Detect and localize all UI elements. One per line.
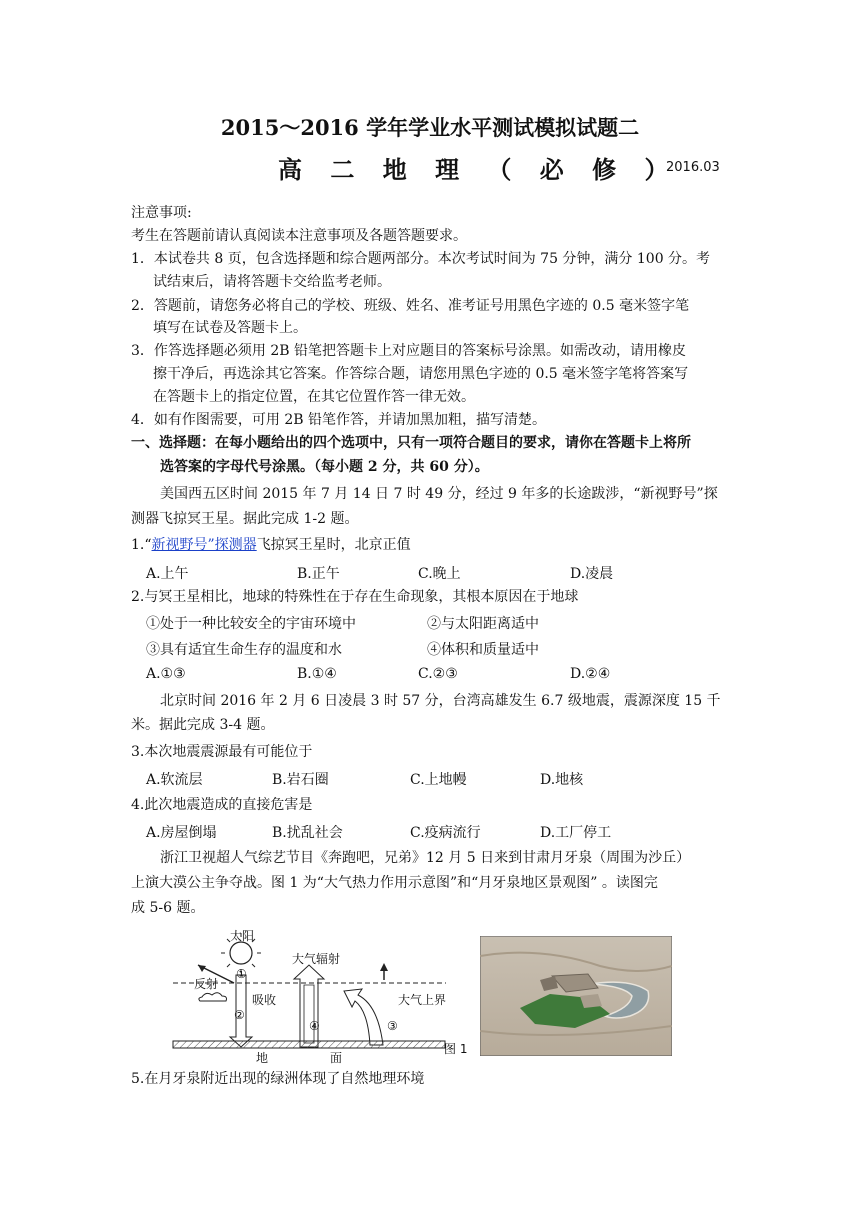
passage2-line2: 米。据此完成 3-4 题。 xyxy=(131,717,275,733)
ground-label-left: 地 xyxy=(256,1051,269,1065)
q1-prefix: 1.“ xyxy=(131,537,152,553)
q1-option-c: C.晚上 xyxy=(418,566,461,582)
q2-statement-3: ③具有适宜生命生存的温度和水 xyxy=(146,642,342,658)
passage3-line1: 浙江卫视超人气综艺节目《奔跑吧，兄弟》12 月 5 日来到甘肃月牙泉（周围为沙丘） xyxy=(160,850,691,866)
q1-option-a: A.上午 xyxy=(146,566,189,582)
q1-option-d: D.凌晨 xyxy=(570,566,614,582)
notice-item-1-line2: 试结束后，请将答题卡交给监考老师。 xyxy=(153,274,391,290)
cloud-icon xyxy=(199,993,227,1001)
atmosphere-heating-diagram xyxy=(168,925,468,1065)
q3-option-b: B.岩石圈 xyxy=(272,772,329,788)
reflect-label: 反射 xyxy=(194,977,219,991)
notice-item-3-line2: 擦干净后，再选涂其它答案。作答综合题，请您用黑色字迹的 0.5 毫米签字笔将答案写 xyxy=(153,366,689,382)
notice-heading: 注意事项: xyxy=(131,205,192,221)
marker-2: ② xyxy=(234,1008,245,1022)
figure-caption: 图 1 xyxy=(444,1042,468,1056)
absorb-label: 吸收 xyxy=(252,993,277,1007)
q2-statement-4: ④体积和质量适中 xyxy=(427,642,539,658)
q2-option-a: A.①③ xyxy=(146,666,186,682)
passage3-line3: 成 5-6 题。 xyxy=(131,900,205,916)
atm-top-label: 大气上界 xyxy=(398,993,447,1007)
question-5-stem: 5.在月牙泉附近出现的绿洲体现了自然地理环境 xyxy=(131,1071,425,1087)
q4-option-a: A.房屋倒塌 xyxy=(146,825,217,841)
q1-probe-link[interactable]: 新视野号”探测器 xyxy=(151,537,257,553)
q3-option-c: C.上地幔 xyxy=(410,772,467,788)
subject-title: 高 二 地 理 （ 必 修 ） xyxy=(278,155,679,184)
question-4-stem: 4.此次地震造成的直接危害是 xyxy=(131,797,313,813)
passage1-line2: 测器飞掠冥王星。据此完成 1-2 题。 xyxy=(131,511,359,527)
notice-item-3-line1: 3．作答选择题必须用 2B 铅笔把答题卡上对应题目的答案标号涂黑。如需改动，请用橡皮 xyxy=(131,343,687,359)
ground-surface xyxy=(173,1041,445,1048)
sun-label: 太阳 xyxy=(230,929,255,943)
notice-item-1-line1: 1．本试卷共 8 页，包含选择题和综合题两部分。本次考试时间为 75 分钟，满分 100 分。考 xyxy=(131,251,711,267)
ground-label-right: 面 xyxy=(330,1051,343,1065)
counter-radiation-arrow xyxy=(344,989,383,1045)
marker-1: ① xyxy=(236,967,247,981)
section1-heading-line2: 选答案的字母代号涂黑。（每小题 2 分，共 60 分）。 xyxy=(160,459,489,475)
section1-heading-line1: 一、选择题：在每小题给出的四个选项中，只有一项符合题目的要求，请你在答题卡上将所 xyxy=(131,435,691,451)
marker-3: ③ xyxy=(387,1019,398,1033)
q3-option-d: D.地核 xyxy=(540,772,584,788)
q3-option-a: A.软流层 xyxy=(146,772,203,788)
question-1-stem xyxy=(131,535,411,555)
question-3-stem: 3.本次地震震源最有可能位于 xyxy=(131,744,313,760)
exam-date: 2016.03 xyxy=(666,160,720,175)
notice-intro: 考生在答题前请认真阅读本注意事项及各题答题要求。 xyxy=(131,228,467,244)
passage3-line2: 上演大漠公主争夺战。图 1 为“大气热力作用示意图”和“月牙泉地区景观图” 。读图完 xyxy=(131,875,658,891)
marker-4: ④ xyxy=(309,1019,320,1033)
question-2-stem: 2.与冥王星相比，地球的特殊性在于存在生命现象，其根本原因在于地球 xyxy=(131,589,579,605)
q2-statement-2: ②与太阳距离适中 xyxy=(427,616,539,632)
notice-item-2-line1: 2．答题前，请您务必将自己的学校、班级、姓名、准考证号用黑色字迹的 0.5 毫米签字笔 xyxy=(131,298,690,314)
notice-item-3-line3: 在答题卡上的指定位置，在其它位置作答一律无效。 xyxy=(153,389,475,405)
q4-option-d: D.工厂停工 xyxy=(540,825,612,841)
q2-statement-1: ①处于一种比较安全的宇宙环境中 xyxy=(146,616,356,632)
passage1-line1: 美国西五区时间 2015 年 7 月 14 日 7 时 49 分，经过 9 年多的长途跋涉，“新视野号”探 xyxy=(160,486,718,502)
ground-radiation-arrow-inner xyxy=(304,985,314,1043)
q1-option-b: B.正午 xyxy=(297,566,340,582)
q2-option-b: B.①④ xyxy=(297,666,337,682)
ground-radiation-arrow xyxy=(294,965,324,1047)
notice-item-4: 4．如有作图需要，可用 2B 铅笔作答，并请加黑加粗，描写清楚。 xyxy=(131,412,547,428)
q4-option-b: B.扰乱社会 xyxy=(272,825,343,841)
q2-option-d: D.②④ xyxy=(570,666,611,682)
q4-option-c: C.疫病流行 xyxy=(410,825,481,841)
atm-radiation-label: 大气辐射 xyxy=(292,952,341,966)
crescent-lake-photo xyxy=(480,936,672,1056)
passage2-line1: 北京时间 2016 年 2 月 6 日凌晨 3 时 57 分，台湾高雄发生 6.7 级地震，震源深度 15 千 xyxy=(160,693,721,709)
notice-item-2-line2: 填写在试卷及答题卡上。 xyxy=(153,320,307,336)
escape-arrowhead xyxy=(380,963,388,971)
exam-title: 2015～2016 学年学业水平测试模拟试题二 xyxy=(220,115,640,140)
q2-option-c: C.②③ xyxy=(418,666,458,682)
q1-suffix: 飞掠冥王星时，北京正值 xyxy=(256,537,411,553)
